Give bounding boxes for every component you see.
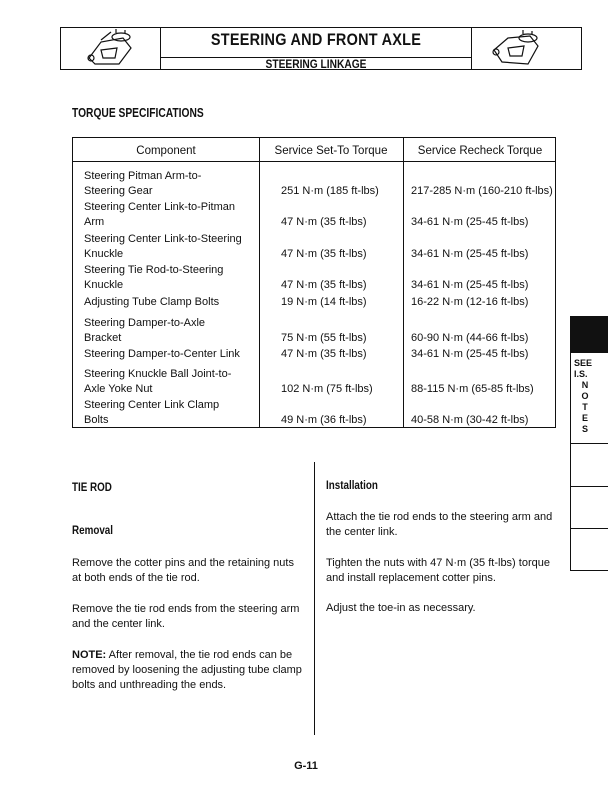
cell-component xyxy=(84,200,235,230)
component-line: Steering Center Link Clamp xyxy=(84,399,220,411)
installation-step-1: Attach the tie rod ends to the steering arm and the center link. xyxy=(326,511,553,538)
cell-recheck: 40-58 N·m (30-42 ft-lbs) xyxy=(411,414,529,426)
control-arm-illustration-left xyxy=(61,28,161,69)
side-tab-letter: I.S. xyxy=(574,369,588,379)
cell-recheck: 34-61 N·m (25-45 ft-lbs) xyxy=(411,216,529,228)
side-tab-divider xyxy=(570,486,608,487)
note-label: NOTE: xyxy=(72,649,107,661)
cell-component xyxy=(84,232,242,262)
page-title: STEERING AND FRONT AXLE xyxy=(210,30,422,49)
header-divider xyxy=(73,161,555,162)
component-line: Steering Center Link-to-Steering xyxy=(84,233,242,245)
component-line: Steering Damper-to-Axle xyxy=(84,317,206,329)
cell-recheck: 34-61 N·m (25-45 ft-lbs) xyxy=(411,348,529,360)
cell-set-to: 251 N·m (185 ft-lbs) xyxy=(281,185,379,197)
installation-step-2: Tighten the nuts with 47 N·m (35 ft-lbs) torque and install replacement cotter pins. xyxy=(326,557,550,584)
removal-note xyxy=(72,648,306,693)
header-box xyxy=(60,27,582,70)
side-tab-letter: N xyxy=(581,380,589,390)
cell-component xyxy=(84,347,240,362)
cell-recheck: 88-115 N·m (65-85 ft-lbs) xyxy=(411,383,534,395)
column-header-recheck: Service Recheck Torque xyxy=(417,145,543,157)
cell-component xyxy=(84,169,201,199)
cell-recheck: 60-90 N·m (44-66 ft-lbs) xyxy=(411,332,529,344)
cell-set-to: 47 N·m (35 ft-lbs) xyxy=(281,248,367,260)
component-line: Bracket xyxy=(84,332,122,344)
side-tab-letter: T xyxy=(582,402,588,412)
page-subtitle: STEERING LINKAGE xyxy=(265,57,367,71)
component-line: Knuckle xyxy=(84,248,124,260)
component-line: Knuckle xyxy=(84,279,124,291)
cell-component xyxy=(84,398,219,428)
component-line: Adjusting Tube Clamp Bolts xyxy=(84,296,220,308)
side-tab-letter: S xyxy=(581,424,588,434)
control-arm-illustration-right xyxy=(471,28,581,69)
cell-component xyxy=(84,367,231,397)
control-arm-icon xyxy=(472,28,580,68)
side-tab-label xyxy=(574,358,596,435)
control-arm-icon xyxy=(61,28,159,68)
component-line: Steering Center Link-to-Pitman xyxy=(84,201,236,213)
component-line: Steering Damper-to-Center Link xyxy=(84,348,240,360)
section-tab-marker xyxy=(570,316,608,353)
cell-set-to: 47 N·m (35 ft-lbs) xyxy=(281,348,367,360)
cell-component xyxy=(84,316,205,346)
page-number: G-11 xyxy=(294,760,318,772)
cell-recheck: 217-285 N·m (160-210 ft-lbs) xyxy=(411,185,553,197)
subheading-installation: Installation xyxy=(326,478,378,492)
component-line: Axle Yoke Nut xyxy=(84,383,153,395)
cell-set-to: 47 N·m (35 ft-lbs) xyxy=(281,216,367,228)
installation-step-3: Adjust the toe-in as necessary. xyxy=(326,602,476,614)
cell-set-to: 75 N·m (55 ft-lbs) xyxy=(281,332,367,344)
cell-component xyxy=(84,263,223,293)
subheading-removal: Removal xyxy=(72,523,114,537)
torque-table xyxy=(72,137,556,428)
removal-step-2: Remove the tie rod ends from the steering arm and the center link. xyxy=(72,603,300,630)
cell-set-to: 19 N·m (14 ft-lbs) xyxy=(281,296,367,308)
cell-set-to: 49 N·m (36 ft-lbs) xyxy=(281,414,367,426)
column-header-component: Component xyxy=(136,145,196,157)
cell-recheck: 34-61 N·m (25-45 ft-lbs) xyxy=(411,248,529,260)
side-tab-divider xyxy=(570,570,608,571)
component-line: Steering Pitman Arm-to- xyxy=(84,170,202,182)
cell-set-to: 47 N·m (35 ft-lbs) xyxy=(281,279,367,291)
side-tab-letter: SEE xyxy=(574,358,593,368)
torque-heading: TORQUE SPECIFICATIONS xyxy=(72,106,204,120)
removal-step-1: Remove the cotter pins and the retaining nuts at both ends of the tie rod. xyxy=(72,557,294,584)
column-divider xyxy=(314,462,315,735)
component-line: Steering Knuckle Ball Joint-to- xyxy=(84,368,232,380)
column-divider xyxy=(403,138,404,427)
side-tab-divider xyxy=(570,443,608,444)
column-header-set-to: Service Set-To Torque xyxy=(274,145,388,157)
cell-set-to: 102 N·m (75 ft-lbs) xyxy=(281,383,373,395)
column-divider xyxy=(259,138,260,427)
component-line: Steering Tie Rod-to-Steering xyxy=(84,264,224,276)
section-heading-tie-rod: TIE ROD xyxy=(72,480,112,494)
note-text: After removal, the tie rod ends can be removed by loosening the adjusting tube clamp bolts and unthreading the ends. xyxy=(72,649,302,691)
side-tab-border xyxy=(570,353,571,570)
side-tab-letter: E xyxy=(581,413,588,423)
component-line: Bolts xyxy=(84,414,109,426)
side-tab-letter: O xyxy=(581,391,589,401)
cell-recheck: 34-61 N·m (25-45 ft-lbs) xyxy=(411,279,529,291)
side-tab-divider xyxy=(570,528,608,529)
component-line: Arm xyxy=(84,216,105,228)
component-line: Steering Gear xyxy=(84,185,153,197)
cell-recheck: 16-22 N·m (12-16 ft-lbs) xyxy=(411,296,529,308)
cell-component xyxy=(84,295,219,310)
